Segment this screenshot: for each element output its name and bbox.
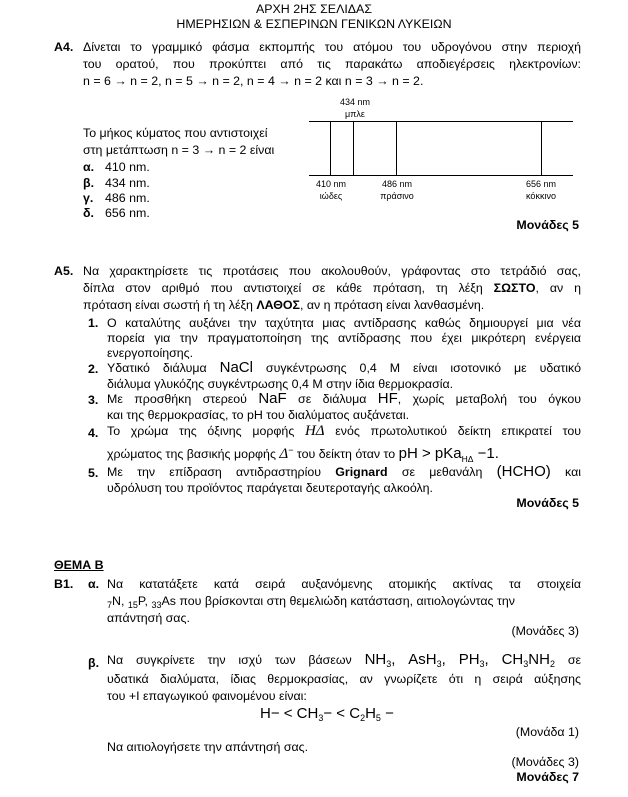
formula-pka-subscript: ΗΔ	[461, 454, 474, 465]
a4-question-line2: στη μετάπτωση n = 3 → n = 2 είναι	[83, 143, 275, 157]
a5-item1-line3: ενεργοποίησης.	[107, 346, 194, 360]
b1-a-line3: απάντησή σας.	[107, 611, 190, 625]
a5-intro-text-c: πρόταση είναι σωστή ή τη λέξη	[83, 298, 257, 312]
b1-a-letter: α.	[88, 577, 100, 591]
a4-option-letter-a: α.	[83, 160, 95, 174]
a5-item3-text-b: σε διάλυμα	[286, 392, 378, 406]
a5-item5-text-b: σε μεθανάλη	[387, 465, 497, 479]
b1-a-line1: Να κατατάξετε κατά σειρά αυξανόμενης ατομικής ακτίνας τα στοιχεία	[107, 577, 581, 591]
b1-total-marks: Μονάδες 7	[516, 770, 579, 784]
b1-b-text-end: σε	[567, 653, 581, 667]
a5-item5-number: 5.	[88, 466, 99, 480]
b1-b-marks2: (Μονάδες 3)	[511, 755, 579, 769]
b1-b-line2: υδατικά διαλύματα, ίδιας θερμοκρασίας, αν γνωρίζετε ότι η σειρά αύξησης	[107, 672, 581, 686]
a4-marks: Μονάδες 5	[516, 218, 579, 232]
a5-item3-number: 3.	[88, 393, 99, 407]
b1-b-justify: Να αιτιολογήσετε την απάντησή σας.	[107, 740, 309, 754]
b1-b-text-start: Να συγκρίνετε την ισχύ των βάσεων	[107, 653, 352, 667]
a4-text-line3: n = 6 → n = 2, n = 5 → n = 2, n = 4 → n = 2 και n = 3 → n = 2.	[83, 74, 424, 88]
spectrum-label-486-color: πράσινο	[380, 191, 414, 201]
element-p-symbol: P	[137, 594, 145, 608]
a5-item2-line2: διάλυμα γλυκόζης συγκέντρωσης 0,4 M στην ίδια θερμοκρασία.	[107, 377, 454, 391]
a5-item2-number: 2.	[88, 362, 99, 376]
a5-intro-line3	[83, 298, 484, 313]
a5-item1-number: 1.	[88, 316, 99, 330]
page-header-line2: ΗΜΕΡΗΣΙΩΝ & ΕΣΠΕΡΙΝΩΝ ΓΕΝΙΚΩΝ ΛΥΚΕΙΩΝ	[176, 17, 452, 31]
element-separator-1: ,	[120, 594, 128, 608]
theme-b-title: ΘΕΜΑ Β	[54, 558, 104, 572]
spectrum-label-410-value: 410 nm	[315, 179, 347, 189]
spectrum-label-410-color: ιώδες	[319, 191, 343, 201]
formula-base-charge: −	[288, 445, 294, 455]
b1-b-letter: β.	[88, 656, 100, 670]
b1-b-marks1: (Μονάδα 1)	[515, 725, 579, 739]
b1-a-line2-rest: που βρίσκονται στη θεμελιώδη κατάσταση, αιτιολογώντας την	[175, 594, 515, 608]
a5-intro-text-b: , αν η	[535, 281, 582, 295]
spectrum-label-434-value: 434 nm	[339, 97, 371, 107]
a5-item4-text-b: ενός πρωτολυτικού δείκτη επικρατεί του	[324, 424, 581, 438]
a5-item5-text-c: και	[550, 465, 581, 479]
a5-intro-line1: Να χαρακτηρίσετε τις προτάσεις που ακολουθούν, γράφοντας στο τετράδιό σας,	[83, 264, 581, 278]
a5-item3-text-c: , χωρίς μεταβολή του όγκου	[397, 392, 581, 406]
a5-item4-text-c: χρώματος της βασικής μορφής	[107, 447, 280, 462]
spectrum-label-486-value: 486 nm	[381, 179, 413, 189]
a5-intro-text-a: δίπλα στον αριθμό που αντιστοιχεί σε κάθε πρόταση, τη λέξη	[83, 281, 494, 295]
formula-minus-one: −1.	[473, 445, 499, 463]
b1-b-line3: του +I επαγωγικού φαινομένου είναι:	[107, 689, 307, 703]
reagent-grignard: Grignard	[335, 465, 388, 479]
b1-a-marks: (Μονάδες 3)	[511, 624, 579, 638]
a5-item1-line2: πορεία για την πραγματοποίηση της αντίδρασης που έχει μικρότερη ενέργεια	[107, 331, 581, 345]
a4-option-text-b: 434 nm.	[105, 176, 150, 190]
a5-item2-text-b: συγκέντρωσης 0,4 M είναι ισοτονικό με υδατικό	[252, 361, 581, 375]
a4-option-text-a: 410 nm.	[105, 160, 150, 174]
formula-hcho: (HCHO)	[496, 463, 551, 480]
a5-word-correct: ΣΩΣΤΟ	[493, 281, 536, 295]
a5-item4-line1	[107, 424, 581, 439]
formula-acid-form: ΗΔ	[304, 423, 325, 439]
spectrum-label-656-value: 656 nm	[525, 179, 557, 189]
hydrogen-spectrum-figure	[305, 95, 575, 205]
a5-item4-text-a: Το χρώμα της όξινης μορφής	[107, 424, 305, 438]
a4-option-text-d: 656 nm.	[105, 206, 150, 220]
base-nh3: $NH_3$,	[364, 651, 396, 669]
formula-base-form: Δ	[279, 446, 289, 463]
a5-item1-line1: Ο καταλύτης αυξάνει την ταχύτητα μιας αντίδρασης καθώς δημιουργεί μια νέα	[107, 316, 581, 330]
formula-hf: HF	[377, 390, 398, 407]
a5-item2-line1	[107, 360, 581, 376]
a4-option-letter-c: γ.	[83, 191, 94, 205]
a5-word-wrong: ΛΑΘΟΣ	[256, 298, 300, 312]
base-ph3: $PH_3$,	[458, 651, 489, 669]
a5-item3-text-a: Με προσθήκη στερεού	[107, 392, 259, 406]
a5-intro-text-d: , αν η πρόταση είναι λανθασμένη.	[299, 298, 485, 312]
a4-text-line1: Δίνεται το γραμμικό φάσμα εκπομπής του ατόμου του υδρογόνου στην περιοχή	[83, 40, 581, 54]
inductive-effect-order: $H- < CH_3- < C_2H_5$ −	[260, 705, 394, 723]
question-a5-label: Α5.	[54, 264, 74, 278]
element-as-symbol: As	[161, 594, 176, 608]
a5-marks: Μονάδες 5	[516, 496, 579, 510]
a5-item4-text-d: του δείκτη όταν το	[293, 447, 399, 462]
spectrum-label-656-color: κόκκινο	[526, 191, 556, 201]
a5-item3-line2: και της θερμοκρασίας, το pH του διαλύματος αυξάνεται.	[107, 408, 410, 422]
base-ch3nh2: $CH_3NH_2$	[501, 651, 555, 669]
element-separator-2: ,	[144, 594, 152, 608]
a4-option-text-c: 486 nm.	[105, 191, 150, 205]
element-n-atomic-number: 7	[107, 600, 113, 610]
a5-item3-line1	[107, 391, 581, 407]
a4-text-line2: του ορατού, που προκύπτει από τις παρακάτω αποδιεγέρσεις ηλεκτρονίων:	[83, 57, 581, 71]
base-ash3: AsH$_3$,	[408, 651, 446, 669]
page-header-line1: ΑΡΧΗ 2ΗΣ ΣΕΛΙΔΑΣ	[256, 2, 372, 16]
a5-item4-number: 4.	[88, 426, 99, 440]
question-a4-label: Α4.	[54, 40, 74, 54]
question-b1-label: Β1.	[54, 577, 74, 591]
formula-ph-compare: pH > pKa	[398, 445, 462, 463]
element-p-atomic-number: 15	[127, 600, 138, 610]
element-n-symbol: N	[112, 594, 121, 608]
a4-question-line1: Το μήκος κύματος που αντιστοιχεί	[83, 126, 268, 140]
a4-option-letter-b: β.	[83, 176, 95, 190]
b1-b-line1	[107, 652, 581, 672]
a4-option-letter-d: δ.	[83, 206, 94, 220]
a5-item5-line1	[107, 464, 581, 480]
formula-nacl: NaCl	[219, 359, 253, 376]
a5-item2-text-a: Υδατικό διάλυμα	[107, 361, 220, 375]
formula-naf: NaF	[258, 390, 287, 407]
a5-item5-text-a: Με την επίδραση αντιδραστηρίου	[107, 465, 336, 479]
spectrum-label-434-color: μπλε	[345, 109, 365, 119]
a5-intro-line2	[83, 281, 581, 296]
element-as-atomic-number: 33	[151, 600, 162, 610]
a5-item5-line2: υδρόλυση του προϊόντος παράγεται δευτεροταγής αλκοόλη.	[107, 481, 433, 495]
